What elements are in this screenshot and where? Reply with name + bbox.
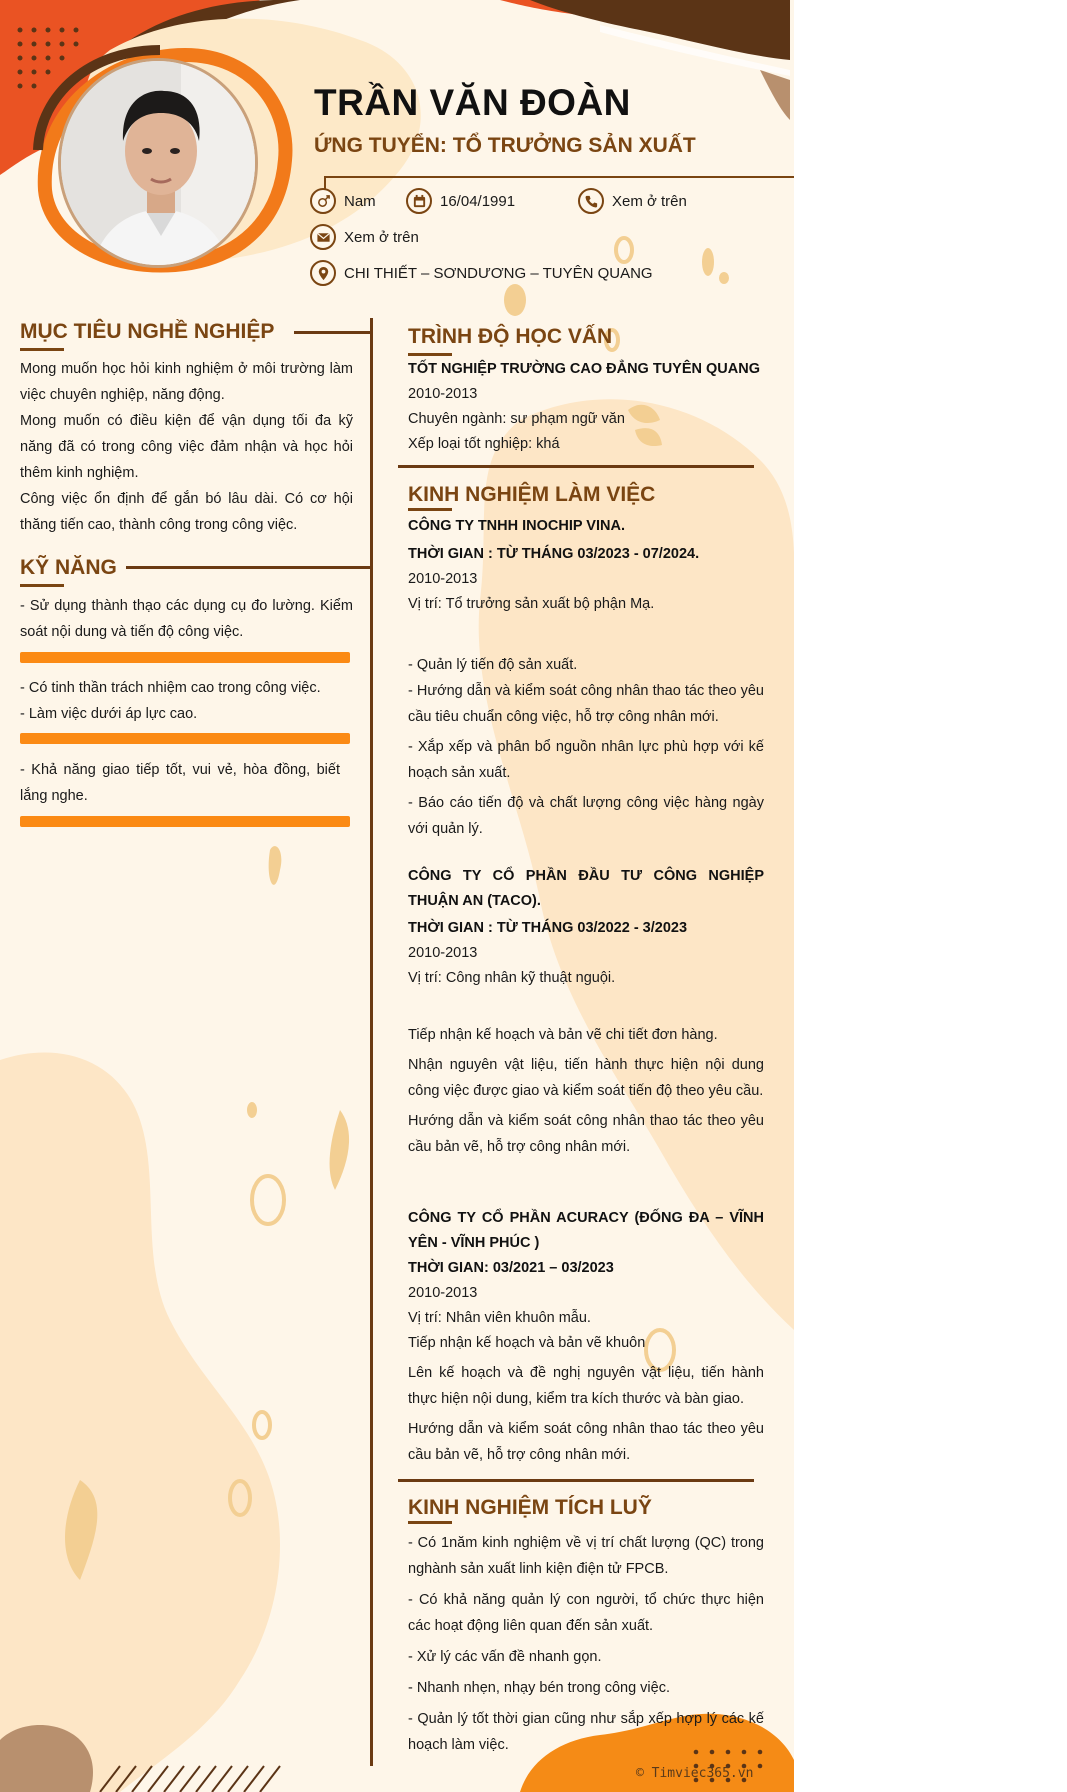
skills-title-line bbox=[126, 566, 372, 569]
job-duty: Hướng dẫn và kiểm soát công nhân thao tác theo yêu cầu bản vẽ, hỗ trợ công nhân mới. bbox=[408, 1113, 764, 1155]
accumulated-list bbox=[408, 1530, 764, 1758]
job-years: 2010-2013 bbox=[408, 571, 478, 587]
education-major: Chuyên ngành: sư phạm ngữ văn bbox=[408, 411, 625, 427]
location-icon bbox=[310, 260, 336, 286]
accumulated-item: - Nhanh nhẹn, nhạy bén trong công việc. bbox=[408, 1680, 670, 1696]
section-divider bbox=[398, 1479, 754, 1482]
header-divider bbox=[324, 176, 794, 178]
skills-title: KỸ NĂNG bbox=[20, 556, 117, 579]
skill-level-bar bbox=[20, 733, 350, 744]
job-time: THỜI GIAN : TỪ THÁNG 03/2023 - 07/2024. bbox=[408, 546, 700, 562]
objective-title: MỤC TIÊU NGHỀ NGHIỆP bbox=[20, 320, 275, 343]
job-company: CÔNG TY CỔ PHẦN ĐẦU TƯ CÔNG NGHIỆP THUẬN AN (TACO). bbox=[408, 868, 764, 909]
job-years: 2010-2013 bbox=[408, 945, 478, 961]
accumulated-item: - Quản lý tốt thời gian cũng như sắp xếp hợp lý các kế hoạch làm việc. bbox=[408, 1711, 764, 1753]
job-entry-inochip bbox=[408, 514, 764, 842]
accumulated-title: KINH NGHIỆM TÍCH LUỸ bbox=[408, 1496, 652, 1519]
experience-title-underline bbox=[408, 508, 452, 511]
skills-title-underline bbox=[20, 584, 64, 587]
address-info bbox=[310, 260, 653, 286]
email-value: Xem ở trên bbox=[344, 228, 419, 246]
job-position: Vị trí: Nhân viên khuôn mẫu. bbox=[408, 1310, 591, 1326]
job-duty: Tiếp nhận kế hoạch và bản vẽ khuôn bbox=[408, 1335, 646, 1351]
skill-item: - Làm việc dưới áp lực cao. bbox=[20, 706, 198, 722]
skill-item: - Có tinh thần trách nhiệm cao trong công việc. bbox=[20, 680, 321, 696]
dob-value: 16/04/1991 bbox=[440, 192, 516, 210]
education-years: 2010-2013 bbox=[408, 386, 478, 402]
gender-value: Nam bbox=[344, 192, 376, 210]
accumulated-item: - Xử lý các vấn đề nhanh gọn. bbox=[408, 1649, 602, 1665]
email-icon bbox=[310, 224, 336, 250]
phone-icon bbox=[578, 188, 604, 214]
watermark: © Timviec365.vn bbox=[636, 1766, 754, 1781]
job-duty: - Hướng dẫn và kiểm soát công nhân thao tác theo yêu cầu tiêu chuẩn công việc, hỗ trợ công nhân mới. bbox=[408, 683, 764, 725]
job-duty: Lên kế hoạch và đề nghị nguyên vật liệu, tiến hành thực hiện nội dung, kiểm tra kích thước và bàn giao. bbox=[408, 1365, 764, 1407]
objective-title-underline bbox=[20, 348, 64, 351]
phone-info bbox=[578, 188, 687, 214]
gender-icon bbox=[310, 188, 336, 214]
objective-text bbox=[20, 356, 353, 538]
address-value: CHI THIẾT – SƠNDƯƠNG – TUYÊN QUANG bbox=[344, 264, 653, 282]
job-duty: Nhận nguyên vật liệu, tiến hành thực hiện nội dung công việc được giao và kiểm soát tiến độ theo yêu cầu. bbox=[408, 1057, 764, 1099]
job-duty: - Báo cáo tiến độ và chất lượng công việc hàng ngày với quản lý. bbox=[408, 795, 764, 837]
accumulated-item: - Có 1năm kinh nghiệm về vị trí chất lượng (QC) trong nghành sản xuất linh kiện điện tử FPCB. bbox=[408, 1535, 764, 1577]
job-years: 2010-2013 bbox=[408, 1285, 478, 1301]
education-school: TỐT NGHIỆP TRƯỜNG CAO ĐẲNG TUYÊN QUANG bbox=[408, 361, 761, 377]
accumulated-item: - Có khả năng quản lý con người, tổ chức thực hiện các hoạt động liên quan đến sản xuất. bbox=[408, 1592, 764, 1634]
profile-photo bbox=[58, 58, 258, 268]
job-duty: - Xắp xếp và phân bổ nguồn nhân lực phù hợp với kế hoạch sản xuất. bbox=[408, 739, 764, 781]
experience-title: KINH NGHIỆM LÀM VIỆC bbox=[408, 483, 656, 506]
calendar-icon bbox=[406, 188, 432, 214]
section-divider bbox=[398, 465, 754, 468]
education-title-underline bbox=[408, 353, 452, 356]
skill-item: - Khả năng giao tiếp tốt, vui vẻ, hòa đồng, biết lắng nghe. bbox=[20, 762, 340, 804]
job-entry-taco bbox=[408, 864, 764, 1160]
job-position: Vị trí: Công nhân kỹ thuật nguội. bbox=[408, 970, 616, 986]
candidate-name: TRẦN VĂN ĐOÀN bbox=[314, 82, 631, 123]
objective-paragraph: Công việc ổn định để gắn bó lâu dài. Có cơ hội thăng tiến cao, thành công trong công việc. bbox=[20, 491, 353, 533]
phone-value: Xem ở trên bbox=[612, 192, 687, 210]
skill-level-bar bbox=[20, 652, 350, 663]
education-block bbox=[408, 357, 764, 457]
objective-paragraph: Mong muốn có điều kiện để vận dụng tối đa kỹ năng đã có trong công việc đảm nhận và học hỏi thêm kinh nghiệm. bbox=[20, 413, 353, 481]
column-divider bbox=[370, 318, 373, 1766]
job-duty: Tiếp nhận kế hoạch và bản vẽ chi tiết đơn hàng. bbox=[408, 1027, 718, 1043]
objective-paragraph: Mong muốn học hỏi kinh nghiệm ở môi trường làm việc chuyên nghiệp, năng động. bbox=[20, 361, 353, 403]
job-time: THỜI GIAN : TỪ THÁNG 03/2022 - 3/2023 bbox=[408, 920, 688, 936]
skill-level-bar bbox=[20, 816, 350, 827]
job-time: THỜI GIAN: 03/2021 – 03/2023 bbox=[408, 1260, 614, 1276]
job-position: Vị trí: Tổ trưởng sản xuất bộ phận Mạ. bbox=[408, 596, 655, 612]
education-grade: Xếp loại tốt nghiệp: khá bbox=[408, 436, 560, 452]
job-entry-acuracy bbox=[408, 1206, 764, 1468]
accumulated-title-underline bbox=[408, 1521, 452, 1524]
job-company: CÔNG TY CỔ PHẦN ACURACY (ĐỐNG ĐA – VĨNH YÊN - VĨNH PHÚC ) bbox=[408, 1210, 764, 1251]
dob-info bbox=[406, 188, 515, 214]
applied-position: ỨNG TUYỂN: TỔ TRƯỞNG SẢN XUẤT bbox=[314, 134, 696, 157]
email-info bbox=[310, 224, 419, 250]
job-duty: - Quản lý tiến độ sản xuất. bbox=[408, 657, 578, 673]
gender-info bbox=[310, 188, 376, 214]
job-company: CÔNG TY TNHH INOCHIP VINA. bbox=[408, 518, 625, 534]
job-duty: Hướng dẫn và kiểm soát công nhân thao tác theo yêu cầu bản vẽ, hỗ trợ công nhân mới. bbox=[408, 1421, 764, 1463]
objective-title-line bbox=[294, 331, 372, 334]
education-title: TRÌNH ĐỘ HỌC VẤN bbox=[408, 325, 613, 348]
skill-item: - Sử dụng thành thạo các dụng cụ đo lường. Kiểm soát nội dung và tiến độ công việc. bbox=[20, 598, 353, 640]
